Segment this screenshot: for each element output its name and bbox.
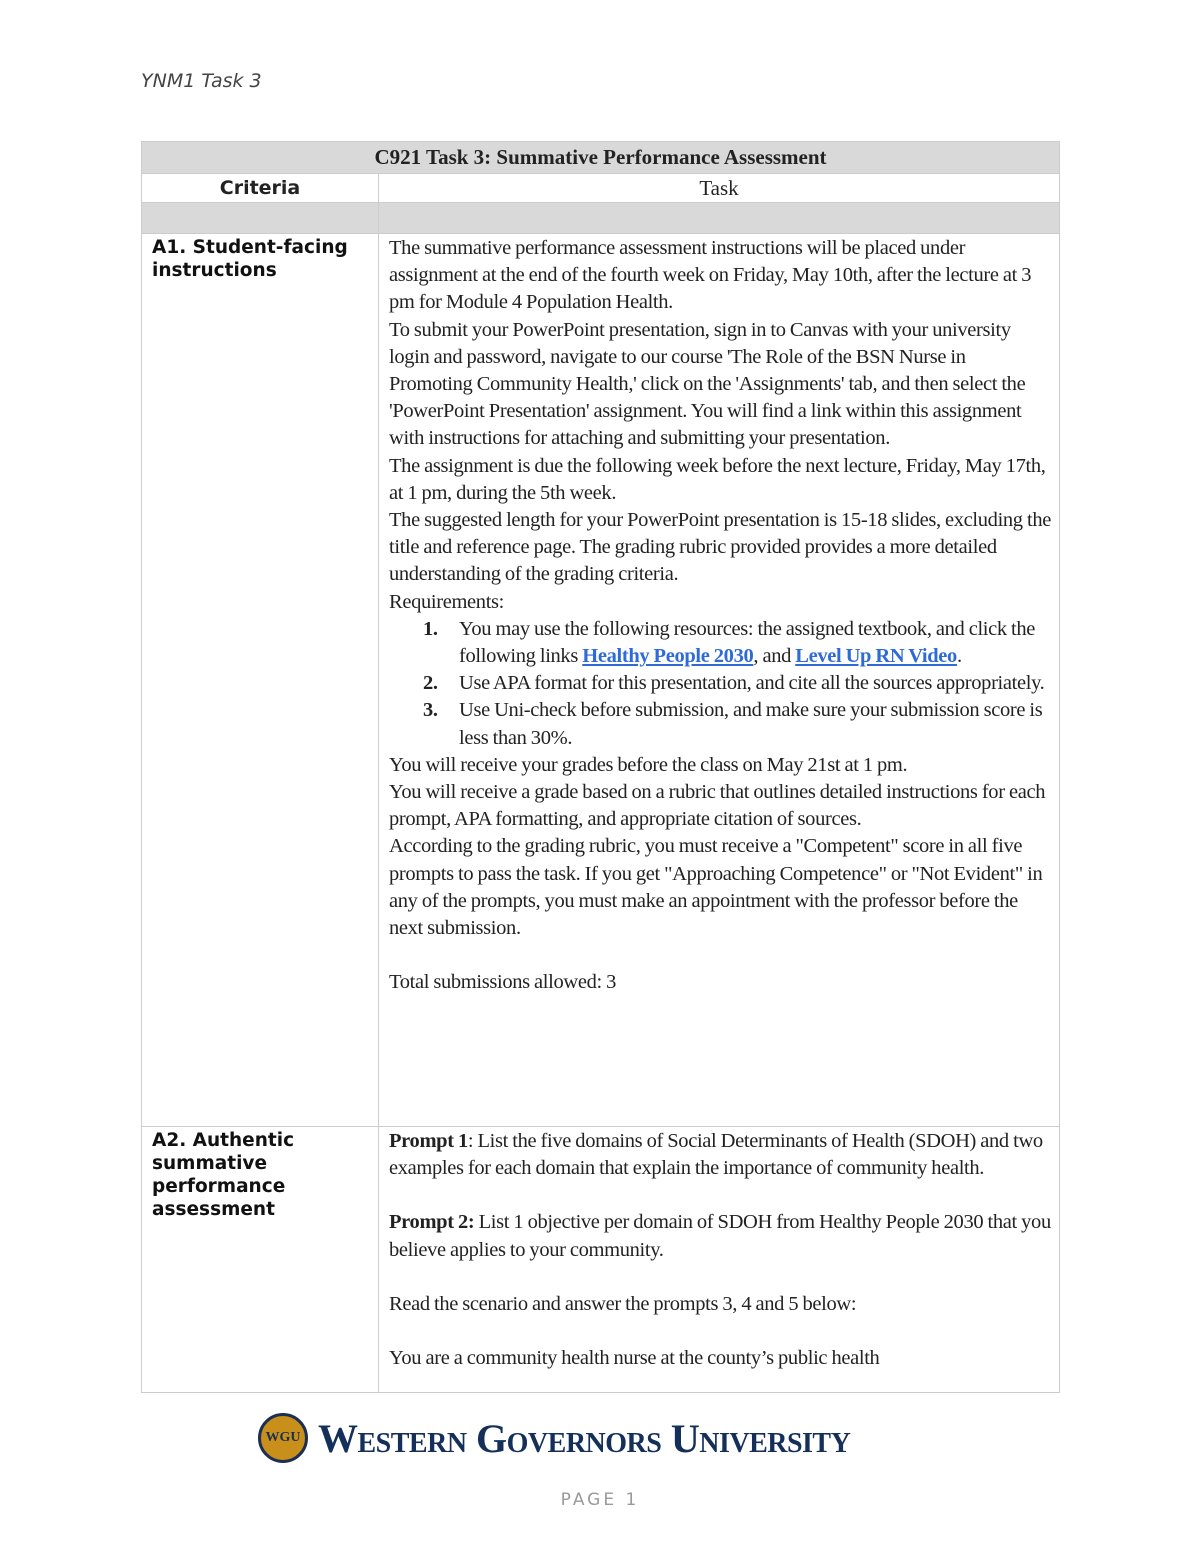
list-item [389, 697, 1051, 751]
paragraph: The suggested length for your PowerPoint presentation is 15-18 slides, excluding the title and reference page. The grading rubric provided provides a more detailed understanding of the grading criteria. [389, 509, 1051, 586]
item-text: , and [753, 645, 796, 668]
prompt-1 [389, 1128, 1051, 1182]
task-a1 [379, 234, 1060, 1127]
spacer-cell [142, 203, 379, 234]
task-header: Task [379, 174, 1060, 203]
item-text: Use Uni-check before submission, and make sure your submission score is less than 30%. [459, 699, 1043, 749]
prompt-label: Prompt 2: [389, 1211, 475, 1234]
paragraph: The assignment is due the following week before the next lecture, Friday, May 17th, at 1 pm, during the 5th week. [389, 454, 1046, 504]
item-number: 2. [423, 672, 438, 695]
list-item [389, 616, 1051, 670]
list-item [389, 670, 1051, 697]
table-row [142, 234, 1060, 1127]
item-text: . [956, 645, 962, 668]
wgu-seal-icon: WGU [258, 1413, 308, 1463]
item-number: 1. [423, 617, 438, 640]
scenario-intro: Read the scenario and answer the prompts 3, 4 and 5 below: [389, 1292, 857, 1315]
paragraph: You will receive your grades before the class on May 21st at 1 pm. [389, 753, 908, 776]
task-a2 [379, 1127, 1059, 1391]
prompt-label: Prompt 1 [389, 1130, 468, 1152]
item-text: Use APA format for this presentation, and cite all the sources appropriately. [459, 672, 1045, 695]
spacer-cell [379, 203, 1060, 234]
paragraph: The summative performance assessment instructions will be placed under assignment at the end of the fourth week on Friday, May 10th, after the lecture at 3 pm for Module 4 Population Health. [389, 237, 1032, 314]
requirements-label: Requirements: [389, 590, 505, 613]
table-title: C921 Task 3: Summative Performance Assessment [142, 142, 1060, 174]
prompt-text: : List the five domains of Social Determinants of Health (SDOH) and two examples for each domain that explain the importance of community health. [389, 1130, 1043, 1180]
paragraph: To submit your PowerPoint presentation, sign in to Canvas with your university login and password, navigate to our course 'The Role of the BSN Nurse in Promoting Community Health,' click on the 'Assignments' tab, and then select the 'PowerPoint Presentation' assignment. You will find a link within this assignment with instructions for attaching and submitting your presentation. [389, 318, 1026, 450]
wgu-logo [258, 1413, 850, 1463]
running-header: YNM1 Task 3 [141, 70, 262, 92]
wgu-wordmark: Western Governors University [318, 1415, 851, 1461]
criteria-a2: A2. Authentic summative performance assessment [142, 1127, 379, 1393]
requirements-list [389, 616, 1051, 752]
item-number: 3. [423, 699, 438, 722]
item-text: You may use the following resources: the assigned textbook, and click the following links [459, 617, 1036, 668]
scenario-text: You are a community health nurse at the county’s public health [389, 1347, 880, 1370]
criteria-header: Criteria [142, 174, 379, 203]
task-a2-cell [379, 1127, 1060, 1393]
healthy-people-link[interactable]: Healthy People 2030 [582, 645, 754, 668]
total-submissions: Total submissions allowed: 3 [389, 971, 616, 994]
level-up-rn-link[interactable]: Level Up RN Video [795, 645, 957, 668]
assessment-table [141, 141, 1060, 1393]
prompt-text: List 1 objective per domain of SDOH from Healthy People 2030 that you believe applies to your community. [389, 1211, 1051, 1261]
paragraph: According to the grading rubric, you must receive a "Competent" score in all five prompts to pass the task. If you get "Approaching Competence" or "Not Evident" in any of the prompts, you must make an appointment with the professor before the next submission. [389, 835, 1043, 940]
table-row [142, 1127, 1060, 1393]
criteria-a1: A1. Student-facing instructions [142, 234, 379, 1127]
paragraph: You will receive a grade based on a rubric that outlines detailed instructions for each prompt, APA formatting, and appropriate citation of sources. [389, 781, 1046, 831]
page-number: PAGE 1 [560, 1490, 640, 1510]
prompt-2 [389, 1209, 1051, 1263]
